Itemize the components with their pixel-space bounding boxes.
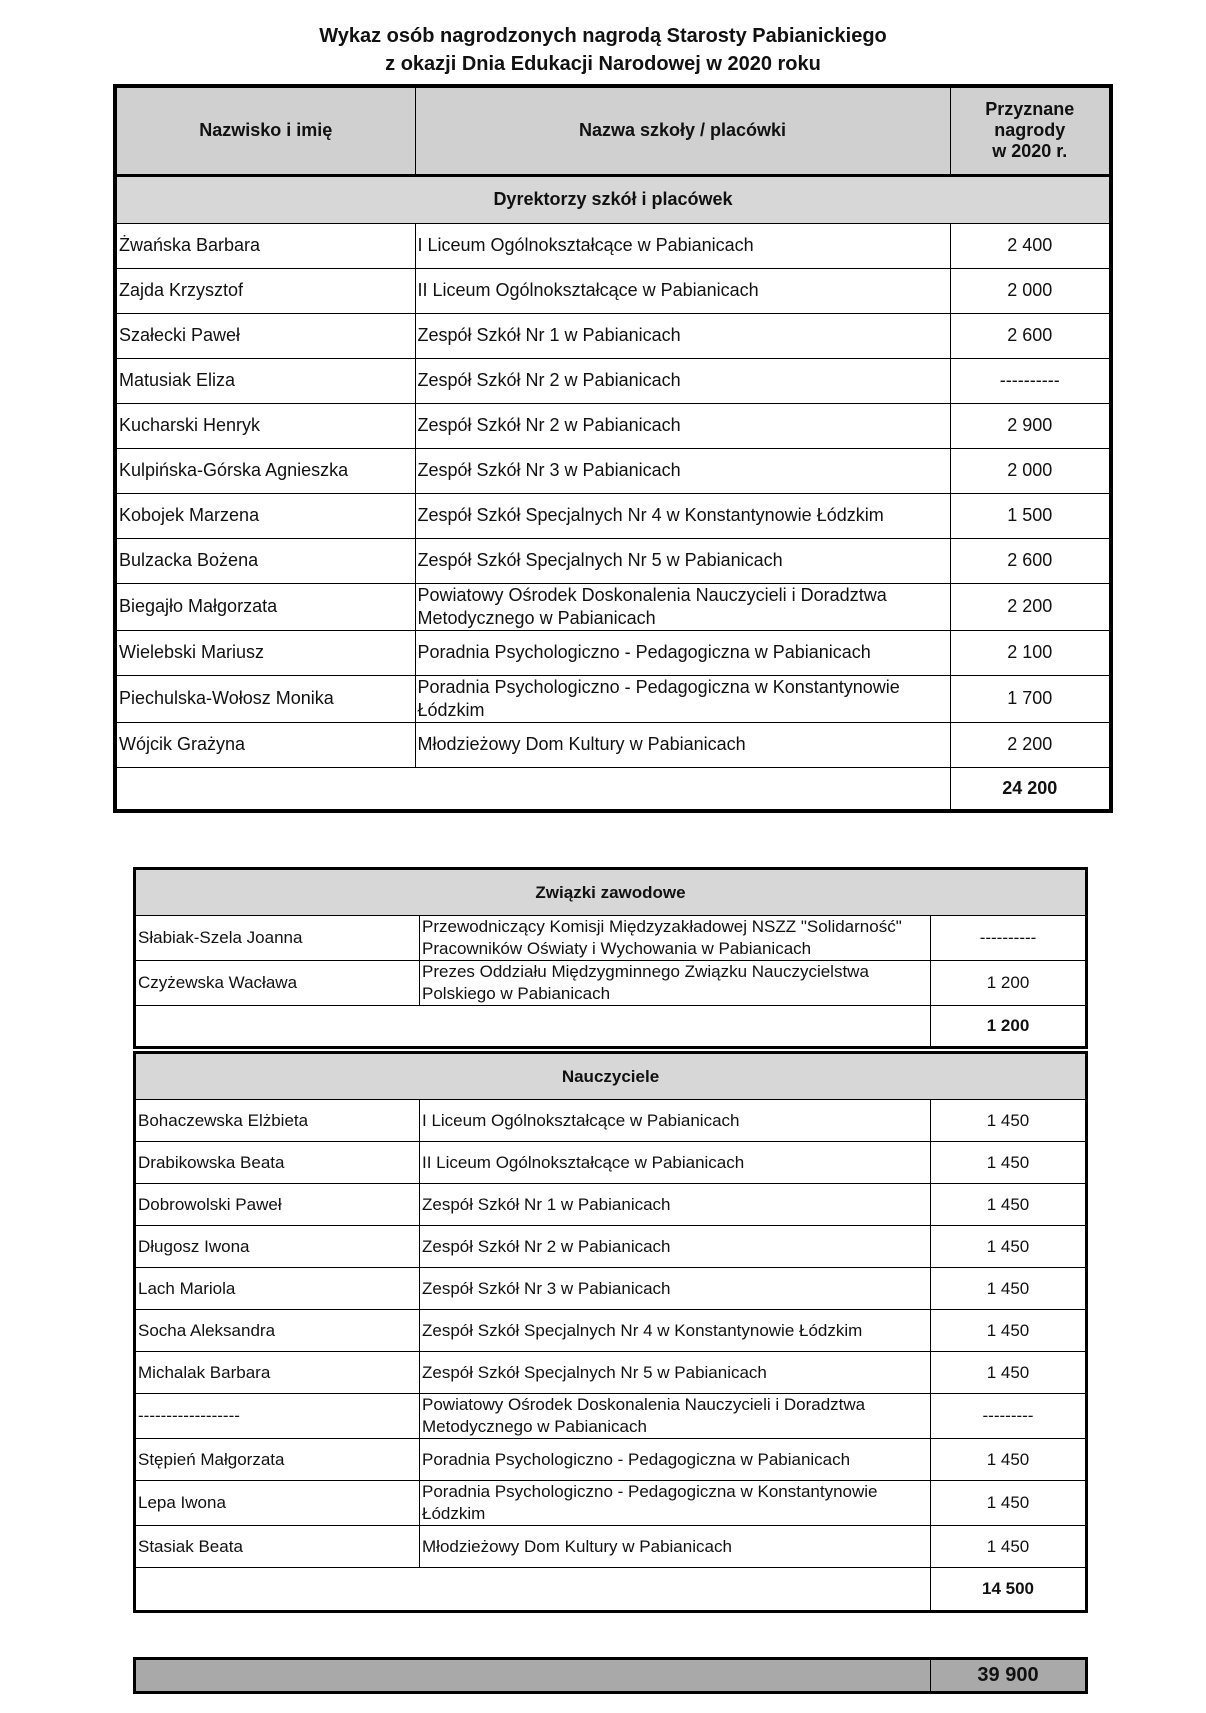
cell-name: Szałecki Paweł [115,313,415,358]
cell-school: Poradnia Psychologiczno - Pedagogiczna w Konstantynowie Łódzkim [420,1481,931,1526]
cell-school: Zespół Szkół Nr 3 w Pabianicach [420,1268,931,1310]
teachers-table [133,1051,1088,1613]
cell-amount: 2 000 [950,268,1111,313]
cell-name: Czyżewska Wacława [135,961,420,1006]
cell-amount: 1 450 [931,1142,1087,1184]
cell-name: Socha Aleksandra [135,1310,420,1352]
cell-name: Kucharski Henryk [115,403,415,448]
directors-table [113,84,1113,813]
grand-total-row [135,1659,1087,1693]
table-row [115,722,1111,767]
cell-school: II Liceum Ogólnokształcące w Pabianicach [420,1142,931,1184]
cell-school: Młodzieżowy Dom Kultury w Pabianicach [415,722,950,767]
cell-name: Długosz Iwona [135,1226,420,1268]
cell-school: Zespół Szkół Specjalnych Nr 5 w Pabianicach [420,1352,931,1394]
cell-school: Powiatowy Ośrodek Doskonalenia Nauczycieli i Doradztwa Metodycznego w Pabianicach [420,1394,931,1439]
unions-table [133,867,1088,1049]
cell-amount: 1 450 [931,1310,1087,1352]
section-row-teachers [135,1053,1087,1100]
header-awards-line-2: nagrody [994,120,1066,141]
header-name: Nazwisko i imię [115,86,415,175]
cell-name: Biegajło Małgorzata [115,583,415,630]
table-row [135,1394,1087,1439]
subtotal-row [115,767,1111,811]
cell-amount: 1 200 [931,961,1087,1006]
grand-total-table [133,1657,1088,1694]
table-row [135,961,1087,1006]
cell-amount: 1 450 [931,1352,1087,1394]
table-row [135,916,1087,961]
cell-school: Zespół Szkół Specjalnych Nr 5 w Pabianicach [415,538,950,583]
header-awards-line-1: Przyznane [985,99,1075,120]
cell-name: Bulzacka Bożena [115,538,415,583]
table-row [115,493,1111,538]
cell-amount: 2 600 [950,538,1111,583]
cell-school: I Liceum Ogólnokształcące w Pabianicach [420,1100,931,1142]
cell-name: Piechulska-Wołosz Monika [115,675,415,722]
cell-school: Prezes Oddziału Międzygminnego Związku Nauczycielstwa Polskiego w Pabianicach [420,961,931,1006]
subtotal-spacer [115,767,950,811]
cell-amount: --------- [931,1394,1087,1439]
cell-name: Wójcik Grażyna [115,722,415,767]
cell-name: Stasiak Beata [135,1526,420,1568]
cell-name: Kobojek Marzena [115,493,415,538]
cell-school: Młodzieżowy Dom Kultury w Pabianicach [420,1526,931,1568]
cell-amount: 2 900 [950,403,1111,448]
table-row [115,358,1111,403]
cell-school: Poradnia Psychologiczno - Pedagogiczna w Konstantynowie Łódzkim [415,675,950,722]
table-row [135,1439,1087,1481]
section-row-directors [115,175,1111,223]
cell-name: Bohaczewska Elżbieta [135,1100,420,1142]
cell-school: Przewodniczący Komisji Międzyzakładowej NSZZ "Solidarność" Pracowników Oświaty i Wychowania w Pabianicach [420,916,931,961]
header-school: Nazwa szkoły / placówki [415,86,950,175]
cell-school: Zespół Szkół Nr 1 w Pabianicach [415,313,950,358]
table-row [115,403,1111,448]
cell-amount: 2 600 [950,313,1111,358]
cell-name: Stępień Małgorzata [135,1439,420,1481]
table-row [135,1526,1087,1568]
cell-name: Lepa Iwona [135,1481,420,1526]
cell-amount: 2 100 [950,630,1111,675]
cell-name: Kulpińska-Górska Agnieszka [115,448,415,493]
cell-school: Zespół Szkół Nr 2 w Pabianicach [420,1226,931,1268]
cell-name: Wielebski Mariusz [115,630,415,675]
subtotal-value: 14 500 [931,1568,1087,1612]
cell-amount: 1 450 [931,1439,1087,1481]
table-row [135,1310,1087,1352]
header-awards [950,86,1111,175]
table-row [115,223,1111,268]
cell-name: Drabikowska Beata [135,1142,420,1184]
cell-amount: 2 000 [950,448,1111,493]
cell-amount: ---------- [950,358,1111,403]
cell-amount: 1 450 [931,1526,1087,1568]
subtotal-row [135,1568,1087,1612]
cell-amount: 1 450 [931,1184,1087,1226]
table-row [115,268,1111,313]
table-row [135,1481,1087,1526]
cell-amount: 2 400 [950,223,1111,268]
grand-total-spacer [135,1659,931,1693]
cell-name: Lach Mariola [135,1268,420,1310]
table-row [115,313,1111,358]
cell-school: Zespół Szkół Specjalnych Nr 4 w Konstantynowie Łódzkim [415,493,950,538]
cell-amount: 1 450 [931,1226,1087,1268]
cell-amount: 1 500 [950,493,1111,538]
table-row [115,583,1111,630]
cell-amount: 1 450 [931,1100,1087,1142]
table-row [115,448,1111,493]
cell-amount: 1 450 [931,1268,1087,1310]
cell-name: ------------------ [135,1394,420,1439]
cell-school: Zespół Szkół Nr 2 w Pabianicach [415,403,950,448]
cell-school: Poradnia Psychologiczno - Pedagogiczna w Pabianicach [415,630,950,675]
header-awards-line-3: w 2020 r. [992,141,1068,162]
cell-school: Powiatowy Ośrodek Doskonalenia Nauczycieli i Doradztwa Metodycznego w Pabianicach [415,583,950,630]
subtotal-spacer [135,1568,931,1612]
document-title [0,22,1206,78]
table-row [135,1352,1087,1394]
title-line-1: Wykaz osób nagrodzonych nagrodą Starosty Pabianickiego [319,25,887,47]
table-row [135,1142,1087,1184]
table-row [135,1184,1087,1226]
table-row [135,1226,1087,1268]
table-row [115,630,1111,675]
cell-name: Dobrowolski Paweł [135,1184,420,1226]
title-line-2: z okazji Dnia Edukacji Narodowej w 2020 roku [385,53,821,75]
subtotal-spacer [135,1006,931,1048]
section-title-directors: Dyrektorzy szkół i placówek [115,175,1111,223]
header-row [115,86,1111,175]
cell-school: Zespół Szkół Nr 1 w Pabianicach [420,1184,931,1226]
subtotal-row [135,1006,1087,1048]
cell-name: Słabiak-Szela Joanna [135,916,420,961]
table-row [115,675,1111,722]
section-row-unions [135,869,1087,916]
cell-name: Żwańska Barbara [115,223,415,268]
cell-school: II Liceum Ogólnokształcące w Pabianicach [415,268,950,313]
subtotal-value: 1 200 [931,1006,1087,1048]
cell-amount: 2 200 [950,722,1111,767]
section-title-teachers: Nauczyciele [135,1053,1087,1100]
cell-school: Poradnia Psychologiczno - Pedagogiczna w Pabianicach [420,1439,931,1481]
cell-amount: 1 450 [931,1481,1087,1526]
table-row [135,1268,1087,1310]
cell-school: Zespół Szkół Nr 3 w Pabianicach [415,448,950,493]
subtotal-value: 24 200 [950,767,1111,811]
cell-school: I Liceum Ogólnokształcące w Pabianicach [415,223,950,268]
cell-amount: ---------- [931,916,1087,961]
cell-amount: 1 700 [950,675,1111,722]
cell-name: Zajda Krzysztof [115,268,415,313]
table-row [115,538,1111,583]
cell-school: Zespół Szkół Nr 2 w Pabianicach [415,358,950,403]
cell-name: Matusiak Eliza [115,358,415,403]
grand-total-value: 39 900 [931,1659,1087,1693]
cell-name: Michalak Barbara [135,1352,420,1394]
cell-amount: 2 200 [950,583,1111,630]
cell-school: Zespół Szkół Specjalnych Nr 4 w Konstantynowie Łódzkim [420,1310,931,1352]
section-title-unions: Związki zawodowe [135,869,1087,916]
table-row [135,1100,1087,1142]
